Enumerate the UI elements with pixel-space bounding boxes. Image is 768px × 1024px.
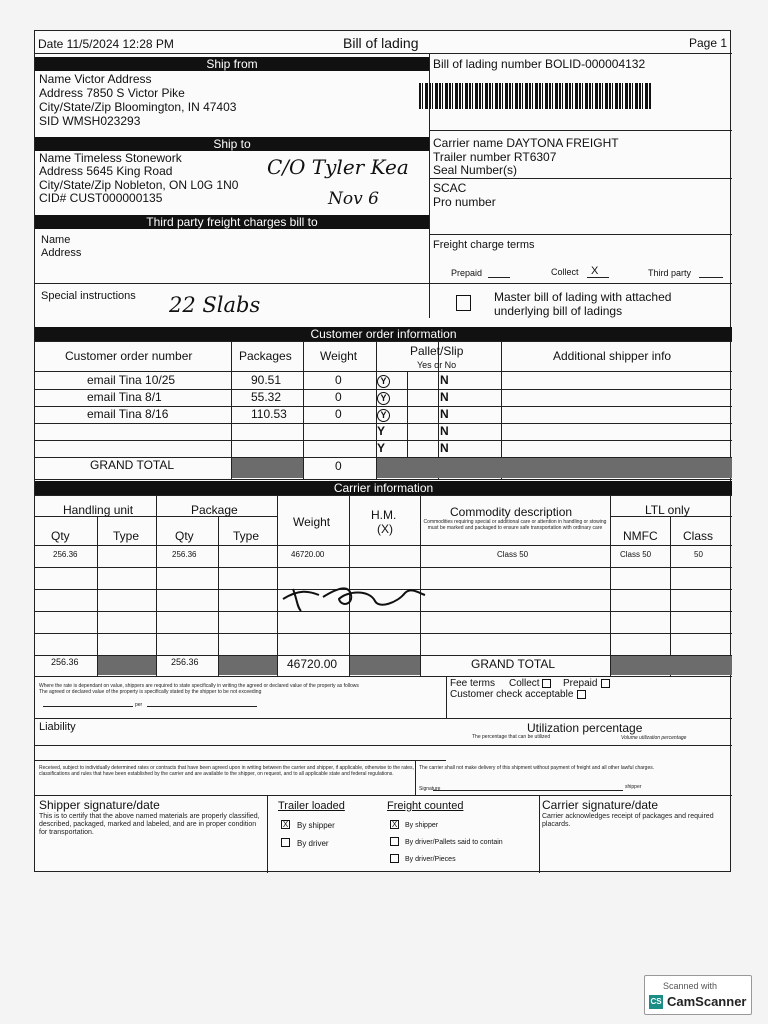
col-pkg-qty: Qty — [175, 529, 194, 543]
shaded-cell — [377, 457, 732, 478]
order-row-yes: Y — [377, 424, 386, 438]
freight-by-shipper-checkbox[interactable]: X — [391, 820, 398, 829]
col-hu-qty: Qty — [51, 529, 70, 543]
col-ltl-only: LTL only — [645, 503, 690, 517]
col-pkg-type: Type — [233, 529, 260, 543]
utilization-sub-2: Volume utilization percentage — [621, 735, 687, 741]
scanner-caption: Scanned with — [663, 981, 718, 991]
carrier-row-weight: 46720.00 — [291, 550, 325, 559]
order-row-yes: Y — [377, 407, 390, 422]
master-bol-line2: underlying bill of ladings — [494, 304, 623, 318]
ship-from-address: Address 7850 S Victor Pike — [39, 86, 185, 100]
third-party-name-label: Name — [41, 234, 71, 246]
col-yes-no: Yes or No — [417, 360, 457, 370]
order-row-number: email Tina 8/16 — [87, 407, 169, 421]
third-party-bar: Third party freight charges bill to — [35, 215, 429, 229]
col-additional-info: Additional shipper info — [553, 349, 672, 363]
per-label: per — [135, 702, 143, 708]
utilization-title: Utilization percentage — [527, 721, 643, 735]
freight-by-driver-pallets-checkbox[interactable] — [390, 837, 399, 846]
master-bol-line1: Master bill of lading with attached — [494, 290, 672, 304]
third-party-terms-label: Third party — [648, 268, 692, 278]
camscanner-brand: CamScanner — [667, 994, 747, 1009]
page-number: Page 1 — [689, 36, 728, 50]
carrier-row-pkg-qty: 256.36 — [172, 550, 197, 559]
ship-to-city: City/State/Zip Nobleton, ON L0G 1N0 — [39, 178, 239, 192]
ship-from-name: Name Victor Address — [39, 72, 152, 86]
order-grand-total-weight: 0 — [335, 459, 342, 473]
barcode-image — [419, 83, 651, 109]
trailer-by-shipper-checkbox[interactable]: X — [282, 820, 289, 829]
col-pallet-slip: Pallet/Slip — [410, 344, 464, 358]
carrier-signature-text: Carrier acknowledges receipt of packages and required placards. — [542, 813, 714, 828]
freight-by-driver-pieces-checkbox[interactable] — [390, 854, 399, 863]
shaded-cell — [219, 656, 277, 675]
shaded-cell — [232, 457, 303, 478]
trailer-number: Trailer number RT6307 — [433, 150, 557, 164]
freight-terms-title: Freight charge terms — [433, 239, 535, 251]
carrier-signature-title: Carrier signature/date — [542, 798, 659, 812]
order-grand-total-label: GRAND TOTAL — [90, 458, 175, 472]
col-customer-order: Customer order number — [65, 349, 193, 363]
seal-numbers: Seal Number(s) — [433, 163, 518, 177]
col-packages: Packages — [239, 349, 292, 363]
trailer-by-shipper-label: By shipper — [297, 821, 335, 830]
freight-by-shipper-label: By shipper — [405, 822, 439, 829]
shipper-signature-title: Shipper signature/date — [39, 798, 160, 812]
order-row-weight: 0 — [335, 373, 342, 387]
row-divider — [35, 457, 732, 458]
shipper-signature-text: This is to certify that the above named materials are properly classified, described, packaged, marked and labeled, and are in proper condition for transportation. — [39, 813, 260, 836]
fee-terms-label: Fee terms — [450, 678, 496, 689]
ship-to-name: Name Timeless Stonework — [39, 151, 182, 165]
handwritten-date: Nov 6 — [328, 189, 379, 209]
order-row-number: email Tina 8/1 — [87, 390, 162, 404]
ship-from-bar: Ship from — [35, 57, 429, 71]
order-row-weight: 0 — [335, 407, 342, 421]
carrier-information-bar: Carrier information — [35, 481, 732, 495]
camscanner-watermark — [644, 975, 752, 1015]
commodity-note: Commodities requiring special or additional care or attention in handling or stowing must be marked and packaged to ensure safe transportation with ordinary care — [423, 519, 607, 531]
col-commodity: Commodity description — [450, 505, 573, 519]
shaded-cell — [98, 656, 156, 675]
freight-by-driver-pallets-label: By driver/Pallets said to contain — [405, 839, 503, 846]
form-title: Bill of lading — [343, 35, 419, 51]
handwritten-signature-scribble — [279, 579, 429, 615]
freight-counted-title: Freight counted — [387, 800, 464, 812]
bill-of-lading-form — [34, 30, 731, 872]
ship-from-sid: SID WMSH023293 — [39, 114, 141, 128]
carrier-row-commodity: Class 50 — [497, 550, 529, 559]
fee-collect-checkbox[interactable] — [542, 679, 551, 688]
scac-label: SCAC — [433, 181, 467, 195]
col-class: Class — [683, 529, 714, 543]
order-row-no: N — [440, 390, 449, 404]
fee-collect-label: Collect — [509, 678, 540, 689]
order-row-yes: Y — [377, 390, 390, 405]
date-text: Date 11/5/2024 12:28 PM — [38, 37, 174, 51]
declared-value-note: Where the rate is dependant on value, shippers are required to state specifically in writing the agreed or declared value of the property as follows — [39, 683, 359, 689]
carrier-row-hu-qty: 256.36 — [53, 550, 78, 559]
order-row-packages: 90.51 — [251, 373, 282, 387]
order-row-packages: 55.32 — [251, 390, 282, 404]
carrier-total-hu-qty: 256.36 — [51, 657, 79, 667]
pro-number-label: Pro number — [433, 195, 496, 209]
carrier-row-class: 50 — [694, 550, 703, 559]
order-row-number: email Tina 10/25 — [87, 373, 176, 387]
col-weight: Weight — [320, 349, 358, 363]
order-row-packages: 110.53 — [251, 407, 287, 421]
signature-small-label: Signature — [419, 786, 441, 792]
carrier-delivery-text: The carrier shall not make delivery of this shipment without payment of freight and all other lawful charges. — [419, 765, 655, 771]
col-package: Package — [191, 503, 238, 517]
trailer-loaded-title: Trailer loaded — [278, 800, 345, 812]
order-row-no: N — [440, 373, 449, 387]
carrier-total-weight: 46720.00 — [287, 657, 338, 671]
carrier-grand-total-label: GRAND TOTAL — [471, 657, 556, 671]
order-row-weight: 0 — [335, 390, 342, 404]
ship-to-address: Address 5645 King Road — [39, 164, 173, 178]
carrier-total-pkg-qty: 256.36 — [171, 657, 199, 667]
yes-no-divider — [407, 371, 408, 457]
collect-mark: X — [591, 265, 599, 277]
fee-prepaid-checkbox[interactable] — [601, 679, 610, 688]
handwritten-instructions: 22 Slabs — [169, 293, 261, 317]
special-instructions-label: Special instructions — [41, 290, 136, 302]
shaded-cell — [611, 656, 732, 675]
trailer-by-driver-checkbox[interactable] — [281, 838, 290, 847]
order-row-yes: Y — [377, 373, 390, 388]
camscanner-logo-icon: CS — [649, 995, 663, 1009]
declared-value-note-2: The agreed or declared value of the property is specifically stated by the shipper to be not exceeding — [39, 689, 262, 695]
shaded-cell — [350, 656, 420, 675]
order-row-yes: Y — [377, 441, 386, 455]
ship-to-cid: CID# CUST000000135 — [39, 191, 163, 205]
handwritten-care-of: C/O Tyler Kea — [267, 155, 409, 179]
received-terms-text: Received, subject to individually determined rates or contracts that have been agreed upon in writing between the carrier and shipper, if applicable, otherwise to the rates, classifications and rules that have been established by the carrier and are available to the shipper, on request, and to all applicable state and federal regulations. — [39, 765, 414, 777]
liability-label: Liability — [39, 721, 76, 733]
master-bol-checkbox[interactable] — [456, 295, 471, 311]
fee-prepaid-label: Prepaid — [563, 678, 598, 689]
col-nmfc: NMFC — [623, 529, 658, 543]
col-hm: H.M. — [371, 508, 397, 522]
freight-by-driver-pieces-label: By driver/Pieces — [405, 856, 456, 863]
order-row-no: N — [440, 424, 449, 438]
carrier-name: Carrier name DAYTONA FREIGHT — [433, 136, 619, 150]
col-hm-x: (X) — [377, 522, 393, 536]
prepaid-label: Prepaid — [451, 268, 483, 278]
utilization-sub-1: The percentage that can be utilized — [472, 734, 551, 740]
col-weight-carrier: Weight — [293, 515, 331, 529]
bol-number: Bill of lading number BOLID-000004132 — [433, 57, 646, 71]
collect-label: Collect — [551, 267, 579, 277]
carrier-row-nmfc: Class 50 — [620, 550, 652, 559]
col-handling-unit: Handling unit — [63, 503, 134, 517]
col-hu-type: Type — [113, 529, 140, 543]
customer-check-label: Customer check acceptable — [450, 689, 574, 700]
order-row-no: N — [440, 407, 449, 421]
ship-to-bar: Ship to — [35, 137, 429, 151]
customer-order-bar: Customer order information — [35, 327, 732, 341]
order-row-no: N — [440, 441, 449, 455]
ship-from-city: City/State/Zip Bloomington, IN 47403 — [39, 100, 237, 114]
customer-check-checkbox[interactable] — [577, 690, 586, 699]
third-party-address-label: Address — [41, 247, 82, 259]
shipper-small-label: shipper — [625, 784, 642, 790]
trailer-by-driver-label: By driver — [297, 839, 329, 848]
